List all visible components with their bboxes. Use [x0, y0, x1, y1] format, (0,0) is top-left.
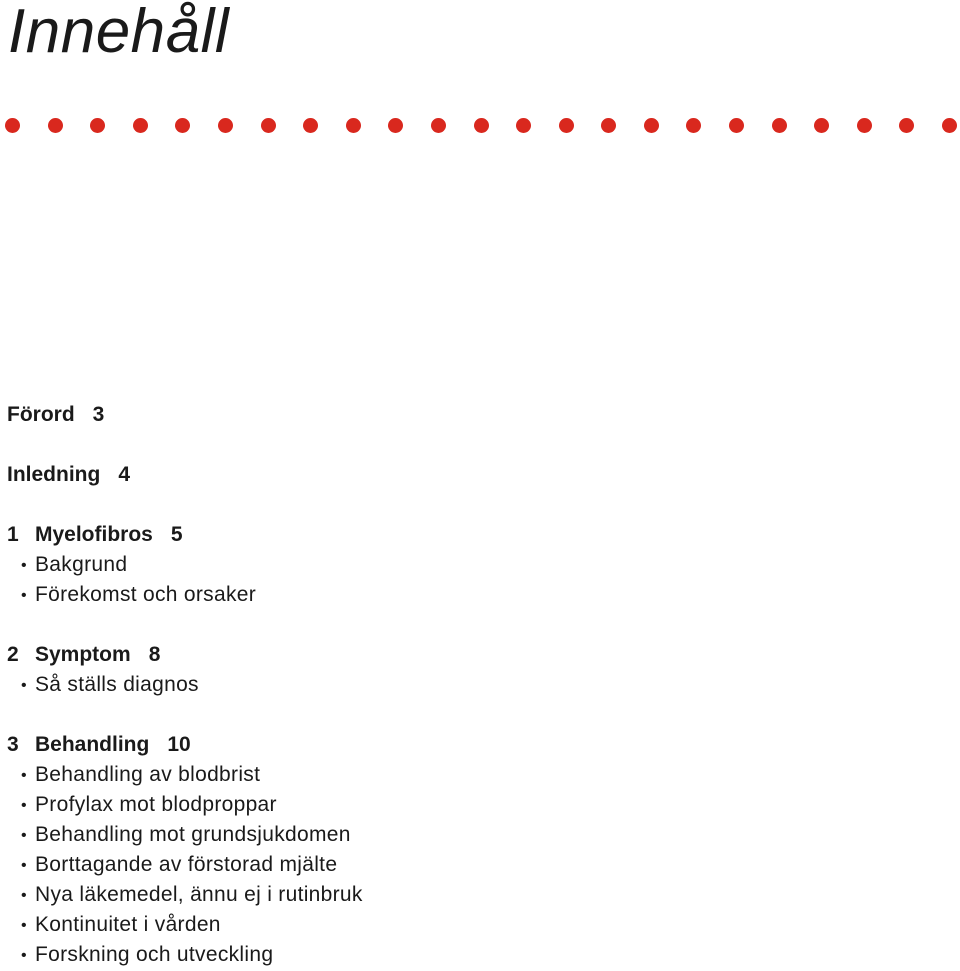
dot-divider [5, 118, 957, 134]
subitem-label: Nya läkemedel, ännu ej i rutinbruk [35, 883, 363, 906]
toc-chapter-1[interactable] [7, 520, 947, 550]
decorative-dot [431, 118, 446, 133]
bullet-icon: • [21, 587, 27, 604]
chapter-page: 8 [148, 643, 161, 666]
decorative-dot [90, 118, 105, 133]
decorative-dot [729, 118, 744, 133]
toc-subitem[interactable] [7, 670, 947, 700]
toc-subitem[interactable] [7, 850, 947, 880]
decorative-dot [772, 118, 787, 133]
chapter-number: 3 [7, 733, 19, 756]
bullet-icon: • [21, 677, 27, 694]
bullet-icon: • [21, 947, 27, 964]
decorative-dot [857, 118, 872, 133]
subitem-label: Behandling av blodbrist [35, 763, 261, 786]
bullet-icon: • [21, 767, 27, 784]
toc-entry-forord[interactable] [7, 400, 947, 430]
page-title: Innehåll [8, 0, 230, 66]
decorative-dot [559, 118, 574, 133]
toc-subitem[interactable] [7, 820, 947, 850]
toc-subitem[interactable] [7, 880, 947, 910]
toc-entry-label: Förord [7, 403, 75, 426]
decorative-dot [48, 118, 63, 133]
subitem-label: Så ställs diagnos [35, 673, 199, 696]
chapter-page: 5 [170, 523, 183, 546]
toc-subitem[interactable] [7, 550, 947, 580]
decorative-dot [346, 118, 361, 133]
bullet-icon: • [21, 917, 27, 934]
chapter-label: Symptom [35, 643, 131, 666]
toc-subitem[interactable] [7, 940, 947, 970]
chapter-label: Myelofibros [35, 523, 153, 546]
bullet-icon: • [21, 857, 27, 874]
subitem-label: Förekomst och orsaker [35, 583, 257, 606]
toc-chapter-2[interactable] [7, 640, 947, 670]
decorative-dot [899, 118, 914, 133]
decorative-dot [601, 118, 616, 133]
subitem-label: Bakgrund [35, 553, 128, 576]
decorative-dot [814, 118, 829, 133]
toc-entry-label: Inledning [7, 463, 101, 486]
chapter-number: 1 [7, 523, 19, 546]
spacer [7, 700, 947, 730]
table-of-contents [7, 400, 947, 970]
bullet-icon: • [21, 557, 27, 574]
decorative-dot [5, 118, 20, 133]
decorative-dot [644, 118, 659, 133]
decorative-dot [686, 118, 701, 133]
toc-chapter-3[interactable] [7, 730, 947, 760]
decorative-dot [303, 118, 318, 133]
toc-subitem[interactable] [7, 790, 947, 820]
decorative-dot [261, 118, 276, 133]
decorative-dot [133, 118, 148, 133]
toc-subitem[interactable] [7, 910, 947, 940]
subitem-label: Forskning och utveckling [35, 943, 274, 966]
subitem-label: Borttagande av förstorad mjälte [35, 853, 338, 876]
decorative-dot [388, 118, 403, 133]
spacer [7, 490, 947, 520]
chapter-label: Behandling [35, 733, 150, 756]
toc-entry-page: 4 [118, 463, 131, 486]
toc-subitem[interactable] [7, 760, 947, 790]
subitem-label: Kontinuitet i vården [35, 913, 221, 936]
spacer [7, 610, 947, 640]
subitem-label: Behandling mot grundsjukdomen [35, 823, 351, 846]
decorative-dot [942, 118, 957, 133]
bullet-icon: • [21, 797, 27, 814]
chapter-number: 2 [7, 643, 19, 666]
bullet-icon: • [21, 887, 27, 904]
bullet-icon: • [21, 827, 27, 844]
decorative-dot [516, 118, 531, 133]
decorative-dot [218, 118, 233, 133]
toc-entry-page: 3 [92, 403, 105, 426]
chapter-page: 10 [167, 733, 191, 756]
toc-entry-inledning[interactable] [7, 460, 947, 490]
subitem-label: Profylax mot blodproppar [35, 793, 277, 816]
decorative-dot [474, 118, 489, 133]
toc-subitem[interactable] [7, 580, 947, 610]
decorative-dot [175, 118, 190, 133]
spacer [7, 430, 947, 460]
